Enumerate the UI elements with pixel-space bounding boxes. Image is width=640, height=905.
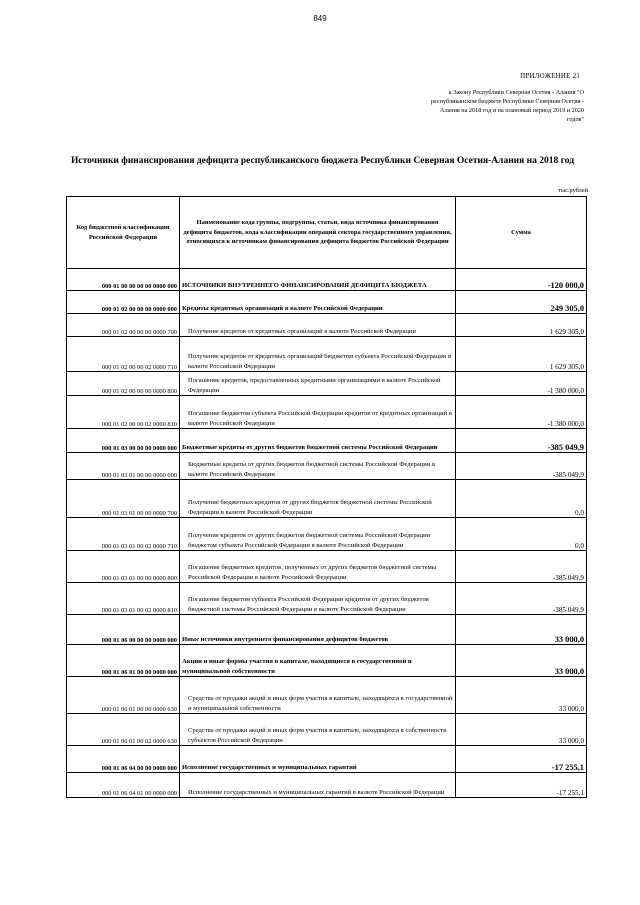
row-sum: 1 629 305,0: [456, 337, 587, 372]
row-sum: 33 000,0: [456, 714, 587, 746]
row-name: Исполнение государственных и муниципальных гарантий в валюте Российской Федерации: [180, 773, 456, 798]
row-name: Получение кредитов от кредитных организаций в валюте Российской Федерации: [180, 314, 456, 337]
header-name: Наименование кода группы, подгруппы, статьи, вида источника финансирования дефицита бюджетов, кода классификации операций сектора государственного управления, относящихся к источникам финансирования дефицита бюджетов Российской Федерации: [180, 197, 456, 269]
row-name: Акции и иные формы участия в капитале, находящиеся в государственной и муниципальной собственности: [180, 645, 456, 677]
row-code: 000 01 02 00 00 00 0000 000: [67, 291, 180, 314]
row-code: 000 01 03 01 00 02 0000 710: [67, 518, 180, 551]
table-row: [67, 453, 587, 480]
table-row: [67, 714, 587, 746]
table-row: [67, 337, 587, 372]
row-name: Иные источники внутреннего финансирования дефицитов бюджетов: [180, 615, 456, 645]
row-sum: 0,0: [456, 480, 587, 518]
row-name: ИСТОЧНИКИ ВНУТРЕННЕГО ФИНАНСИРОВАНИЯ ДЕФИЦИТА БЮДЖЕТА: [180, 269, 456, 291]
row-name: Бюджетные кредиты от других бюджетов бюджетной системы Российской Федерации в валюте Российской Федерации: [180, 453, 456, 480]
page-number: 849: [313, 14, 327, 23]
row-sum: 33 000,0: [456, 645, 587, 677]
row-sum: -1 380 000,0: [456, 396, 587, 429]
row-sum: -17 255,1: [456, 773, 587, 798]
row-sum: 0,0: [456, 518, 587, 551]
row-sum: -1 380 000,0: [456, 372, 587, 396]
row-code: 000 01 06 04 00 00 0000 000: [67, 746, 180, 773]
row-code: 000 01 06 01 00 00 0000 630: [67, 677, 180, 714]
row-code: 000 01 06 00 00 00 0000 000: [67, 615, 180, 645]
table-row: [67, 615, 587, 645]
row-sum: -385 049,9: [456, 453, 587, 480]
row-name: Кредиты кредитных организаций в валюте Российской Федерации: [180, 291, 456, 314]
row-code: 000 01 03 01 00 00 0000 800: [67, 551, 180, 583]
row-sum: 33 000,0: [456, 615, 587, 645]
header-sum: Сумма: [456, 197, 587, 269]
row-code: 000 01 02 00 00 00 0000 800: [67, 372, 180, 396]
table-row: [67, 480, 587, 518]
appendix-title: ПРИЛОЖЕНИЕ 21: [520, 72, 580, 80]
table-row: [67, 551, 587, 583]
row-code: 000 01 02 00 00 02 0000 810: [67, 396, 180, 429]
table-row: [67, 645, 587, 677]
row-sum: -17 255,1: [456, 746, 587, 773]
row-code: 000 01 06 01 00 02 0000 630: [67, 714, 180, 746]
row-name: Погашение кредитов, предоставленных кредитными организациями в валюте Российской Федерации: [180, 372, 456, 396]
row-sum: 249 305,0: [456, 291, 587, 314]
row-name: Погашение бюджетных кредитов, полученных от других бюджетов бюджетной системы Российской Федерации в валюте Российской Федерации: [180, 551, 456, 583]
table-row: [67, 773, 587, 798]
row-name: Средства от продажи акций и иных форм участия в капитале, находящихся в государственной и муниципальной собственности: [180, 677, 456, 714]
row-name: Погашение бюджетом субъекта Российской Федерации кредитов от других бюджетов бюджетной системы Российской Федерации в валюте Российской Федерации: [180, 583, 456, 615]
table-row: [67, 314, 587, 337]
row-code: 000 01 03 01 00 00 0000 700: [67, 480, 180, 518]
row-name: Бюджетные кредиты от других бюджетов бюджетной системы Российской Федерации: [180, 429, 456, 453]
table-row: [67, 291, 587, 314]
row-name: Исполнение государственных и муниципальных гарантий: [180, 746, 456, 773]
units-label: тыс.рублей: [558, 187, 588, 194]
row-code: 000 01 00 00 00 00 0000 000: [67, 269, 180, 291]
table-row: [67, 677, 587, 714]
row-code: 000 01 06 01 00 00 0000 000: [67, 645, 180, 677]
appendix-subtitle: к Закону Республики Северная Осетия - Алания "О республиканском бюджете Республики Северная Осетия - Алания на 2018 год и на плановый период 2019 и 2020 годов": [430, 89, 584, 123]
table-row: [67, 429, 587, 453]
table-row: [67, 269, 587, 291]
row-name: Средства от продажи акций и иных форм участия в капитале, находящихся в собственности субъектов Российской Федерации: [180, 714, 456, 746]
row-code: 000 01 03 01 00 02 0000 810: [67, 583, 180, 615]
row-name: Получение бюджетных кредитов от других бюджетов бюджетной системы Российской Федерации в валюте Российской Федерации: [180, 480, 456, 518]
row-name: Погашение бюджетом субъекта Российской Федерации кредитов от кредитных организаций в валюте Российской Федерации: [180, 396, 456, 429]
row-code: 000 01 03 00 00 00 0000 000: [67, 429, 180, 453]
document-title: Источники финансирования дефицита республиканского бюджета Республики Северная Осетия-Алания на 2018 год: [70, 156, 574, 166]
row-sum: -120 000,0: [456, 269, 587, 291]
row-sum: 1 629 305,0: [456, 314, 587, 337]
row-sum: -385 049,9: [456, 429, 587, 453]
row-code: 000 01 02 00 00 00 0000 700: [67, 314, 180, 337]
table-row: [67, 518, 587, 551]
table-header-row: [67, 197, 587, 269]
row-sum: -385 049,9: [456, 583, 587, 615]
row-code: 000 01 02 00 00 02 0000 710: [67, 337, 180, 372]
table-row: [67, 372, 587, 396]
row-name: Получение кредитов от кредитных организаций бюджетом субъекта Российской Федерации в валюте Российской Федерации: [180, 337, 456, 372]
row-sum: 33 000,0: [456, 677, 587, 714]
row-code: 000 01 06 04 01 00 0000 000: [67, 773, 180, 798]
sources-table: [66, 196, 587, 798]
table-row: [67, 583, 587, 615]
table-row: [67, 396, 587, 429]
row-name: Получение кредитов от других бюджетов бюджетной системы Российской Федерации бюджетом субъекта Российской Федерации в валюте Российской Федерации: [180, 518, 456, 551]
row-sum: -385 049,9: [456, 551, 587, 583]
table-row: [67, 746, 587, 773]
row-code: 000 01 03 01 00 00 0000 000: [67, 453, 180, 480]
header-code: Код бюджетной классификации Российской Федерации: [67, 197, 180, 269]
